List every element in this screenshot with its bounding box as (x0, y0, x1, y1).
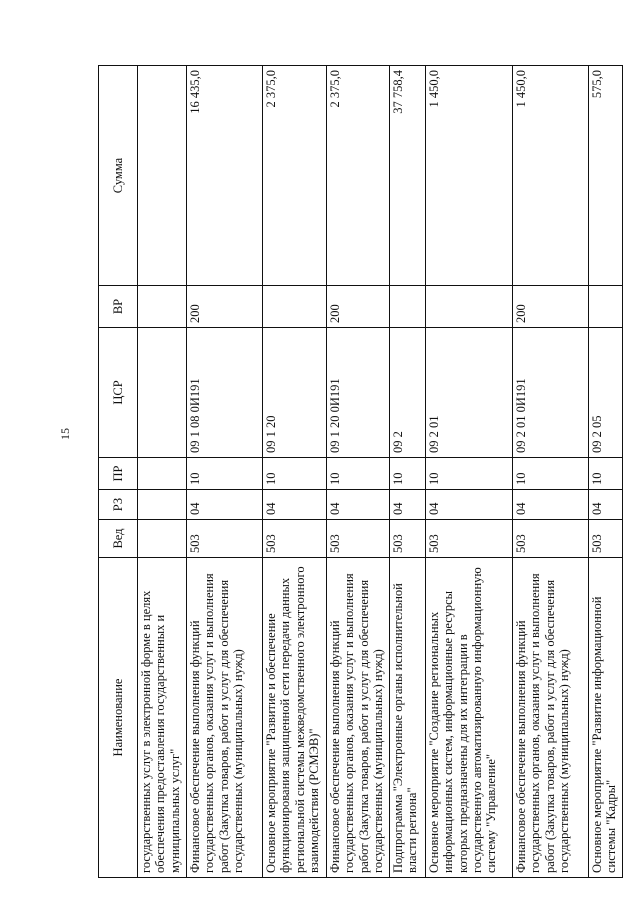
table-row (263, 66, 327, 878)
row-vr (426, 286, 513, 328)
row-name: государственных услуг в электронной форме в целях обеспечения предоставления государственных и муниципальных услуг" (138, 558, 187, 878)
table-row (327, 66, 390, 878)
row-sum: 2 375,0 (263, 66, 327, 286)
row-sum (138, 66, 187, 286)
row-vr (263, 286, 327, 328)
row-csr: 09 2 05 (589, 328, 623, 458)
row-pr: 10 (513, 458, 589, 490)
row-pr: 10 (589, 458, 623, 490)
row-ved (138, 520, 187, 558)
row-rz: 04 (513, 490, 589, 520)
row-vr (589, 286, 623, 328)
row-vr (390, 286, 426, 328)
row-csr (138, 328, 187, 458)
row-ved: 503 (426, 520, 513, 558)
row-csr: 09 2 01 0И191 (513, 328, 589, 458)
row-sum: 1 450,0 (426, 66, 513, 286)
table-row (138, 66, 187, 878)
row-name: Подпрограмма "Электронные органы исполнительной власти региона" (390, 558, 426, 878)
row-pr: 10 (187, 458, 263, 490)
row-name: Основное мероприятие "Развитие информационной системы "Кадры" (589, 558, 623, 878)
table-header-row (99, 66, 138, 878)
row-csr: 09 2 (390, 328, 426, 458)
table-row (426, 66, 513, 878)
row-rz: 04 (187, 490, 263, 520)
row-pr: 10 (426, 458, 513, 490)
header-sum: Сумма (99, 66, 138, 286)
budget-table (98, 65, 623, 878)
header-ved: Вед (99, 520, 138, 558)
row-name: Основное мероприятие "Создание региональных информационных систем, информационные ресурсы которых предназначены для их интеграции в государственную автоматизированную информационную систему "Управление" (426, 558, 513, 878)
row-pr: 10 (390, 458, 426, 490)
row-sum: 37 758,4 (390, 66, 426, 286)
row-rz: 04 (589, 490, 623, 520)
row-pr (138, 458, 187, 490)
row-vr (138, 286, 187, 328)
row-ved: 503 (187, 520, 263, 558)
header-rz: РЗ (99, 490, 138, 520)
row-name: Финансовое обеспечение выполнения функций государственных органов, оказания услуг и выполнения работ (Закупка товаров, работ и услуг для обеспечения государственных (муниципальных) нужд) (513, 558, 589, 878)
row-ved: 503 (513, 520, 589, 558)
row-csr: 09 2 01 (426, 328, 513, 458)
table-row (589, 66, 623, 878)
row-name: Финансовое обеспечение выполнения функций государственных органов, оказания услуг и выполнения работ (Закупка товаров, работ и услуг для обеспечения государственных (муниципальных) нужд) (327, 558, 390, 878)
row-csr: 09 1 08 0И191 (187, 328, 263, 458)
row-vr: 200 (187, 286, 263, 328)
row-rz (138, 490, 187, 520)
row-sum: 16 435,0 (187, 66, 263, 286)
row-sum: 1 450,0 (513, 66, 589, 286)
row-rz: 04 (327, 490, 390, 520)
row-vr: 200 (513, 286, 589, 328)
row-sum: 2 375,0 (327, 66, 390, 286)
row-rz: 04 (390, 490, 426, 520)
row-pr: 10 (263, 458, 327, 490)
row-name: Основное мероприятие "Развитие и обеспечение функционирования защищенной сети передачи данных региональной системы межведомственного электронного взаимодействия (РСМЭВ)" (263, 558, 327, 878)
row-ved: 503 (327, 520, 390, 558)
header-vr: ВР (99, 286, 138, 328)
row-rz: 04 (263, 490, 327, 520)
page-number: 15 (58, 428, 72, 440)
row-sum: 575,0 (589, 66, 623, 286)
table-row (390, 66, 426, 878)
row-vr: 200 (327, 286, 390, 328)
row-rz: 04 (426, 490, 513, 520)
row-csr: 09 1 20 (263, 328, 327, 458)
row-csr: 09 1 20 0И191 (327, 328, 390, 458)
row-ved: 503 (589, 520, 623, 558)
row-pr: 10 (327, 458, 390, 490)
table-row (187, 66, 263, 878)
header-pr: ПР (99, 458, 138, 490)
rotated-table-container (98, 66, 619, 878)
row-name: Финансовое обеспечение выполнения функций государственных органов, оказания услуг и выполнения работ (Закупка товаров, работ и услуг для обеспечения государственных (муниципальных) нужд) (187, 558, 263, 878)
header-name: Наименование (99, 558, 138, 878)
row-ved: 503 (263, 520, 327, 558)
row-ved: 503 (390, 520, 426, 558)
table-row (513, 66, 589, 878)
header-csr: ЦСР (99, 328, 138, 458)
